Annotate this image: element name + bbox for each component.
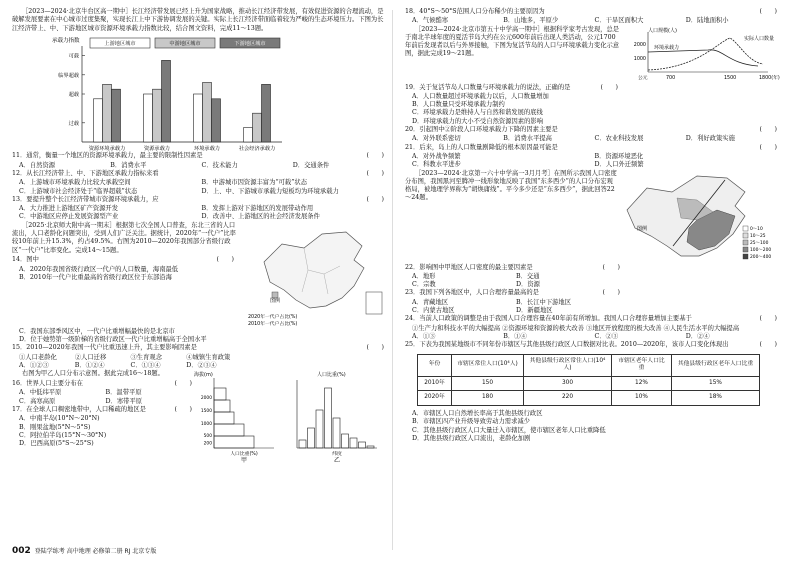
q17-option-a[interactable]: A．中南半岛(10°N～20°N) — [19, 415, 100, 423]
table-row — [418, 376, 760, 391]
q11-option-a[interactable]: A．自然资源 — [19, 161, 56, 169]
chart-a-y-tick: 1000 — [200, 422, 212, 428]
q18-option-c[interactable]: C．干旱区面积大 — [594, 17, 644, 25]
table-row — [418, 391, 760, 406]
q16-option-b[interactable]: B．温带平原 — [105, 389, 142, 397]
bar — [262, 85, 271, 143]
chart-b-bar — [350, 438, 357, 448]
question-25: 25．下表为我国某地级市不同年份市辖区与其他县级行政区人口数据对比表。2010—2020年，该市人口变化体现出 ( ) — [405, 341, 777, 349]
intro-14-15: ［2025·北京师大附中高一期末］根据第七次全国人口普查，东北三省的人口流出，人口老龄化问题突出，受到人们广泛关注。据统计，2020年“一代户”比率较10年前上升15.3%，约占49.5%。右图为2010—2020年我国部分省级行政区“一代户”比率变化。完成14～15题。 — [12, 221, 236, 254]
q14-option-a[interactable]: A．2020年我国省级行政区一代户的人口数量，海南最低 — [19, 265, 179, 273]
q19-option-c[interactable]: C．环境承载力是维持人与自然和谐发展的底线 — [412, 109, 543, 117]
intro-19-21: ［2023—2024·北京市第五十中学高一期中］根据科学家考古发现，总是于南北半球年度的夏活节岛大约在公元600年前后出现人类活动，公元1700年前后发现者以后与外界接触，下图为复活节岛的人口与环境承载力变化示意图，据此完成19～21题。 — [405, 25, 620, 58]
q23-option-a[interactable]: A．青藏地区 — [412, 298, 449, 306]
q24-option-d[interactable]: D．②④ — [685, 332, 710, 340]
chart-b-caption: 乙 — [333, 457, 341, 465]
question-12: 12．从长江经济带上、中、下游地区承载力指标来看 ( ) — [12, 169, 384, 177]
chart2-x-tick: 公元 — [638, 75, 648, 81]
table-cell: 300 — [524, 376, 612, 391]
chart2-y-tick: 1000 — [633, 56, 646, 62]
q15-option-b[interactable]: B．①②④ — [74, 361, 105, 369]
bar — [144, 94, 153, 142]
table-cell: 15% — [672, 376, 760, 391]
q20-option-a[interactable]: A．对外联系密切 — [412, 135, 461, 143]
q17-option-b[interactable]: B．刚果盆地(5°N～5°S) — [19, 423, 91, 431]
q25-option-c[interactable]: C．其他县级行政区人口大量迁入市辖区，使市辖区老年人口比重降低 — [412, 426, 606, 434]
y-tick-label: 过载 — [68, 121, 79, 128]
q18-option-d[interactable]: D．陆地面积小 — [685, 17, 729, 25]
legend-label: 下游地区城市 — [234, 41, 266, 48]
population-curve — [648, 38, 763, 70]
x-tick-label: 社会经济承载力 — [238, 146, 276, 153]
table-cell: 2010年 — [418, 376, 452, 391]
south-sea-inset — [366, 292, 382, 314]
question-21: 21．后来，岛上的人口数量剧降低的根本原因最可能是 ( ) — [405, 143, 777, 151]
question-18: 18．40°S～50°S范围人口分布稀少的主要原因为 ( ) — [405, 8, 777, 15]
map2-legend-label: 25～100 — [750, 240, 769, 246]
q21-option-b[interactable]: B．资源环境恶化 — [594, 152, 644, 160]
x-tick-label: 环境承载力 — [194, 146, 220, 153]
q22-option-a[interactable]: A．地形 — [412, 272, 436, 280]
map2-legend-label: 100～200 — [750, 247, 772, 253]
question-20: 20．引起图中②阶段人口环境承载力下降的因素主要是 ( ) — [405, 126, 777, 134]
chart-a-bar — [214, 436, 254, 448]
y-axis-title: 承载力指数 — [52, 38, 80, 45]
chart-a-xlabel: 人口比重(%) — [230, 452, 258, 458]
q19-option-b[interactable]: B．人口数量只受环境承载力制约 — [412, 101, 505, 109]
question-13: 13．要提升整个长江经济带城市资源环境承载力，应 ( ) — [12, 195, 384, 203]
q15-item-1: ①人口老龄化 — [19, 353, 57, 361]
question-11: 11．通常，衡量一个地区的资源环境承载力，最主要的限制性因素是 ( ) — [12, 152, 384, 160]
q23-option-b[interactable]: B．长江中下游地区 — [516, 298, 572, 306]
question-16: 16．世界人口主要分布在 ( ) — [12, 380, 192, 388]
legend-swatch — [743, 226, 748, 231]
resource-capacity-chart — [12, 34, 384, 152]
chart2-y-tick: 2000 — [633, 42, 646, 48]
q14-option-d[interactable]: D．位于她势第一级阶梯的省级行政区一代户比重增幅高于全国水平 — [19, 336, 207, 344]
page-number: 002 — [12, 546, 31, 557]
q16-option-d[interactable]: D．寒带平原 — [105, 397, 143, 405]
bar — [194, 94, 203, 142]
block-19-21 — [405, 25, 780, 84]
q21-option-c[interactable]: C．科教水平进步 — [412, 161, 461, 169]
chart-a-bar — [214, 388, 226, 400]
table-header-row — [418, 354, 760, 376]
map-legend-title: 图例 — [270, 297, 281, 304]
q15-item-3: ③生育观念 — [130, 353, 162, 361]
q18-option-a[interactable]: A．气候酷寒 — [412, 17, 449, 25]
chart-b-bar — [333, 418, 340, 448]
map-legend-2010: 2010年一代户占比(%) — [248, 321, 298, 327]
table-cell: 220 — [524, 391, 612, 406]
population-table — [417, 354, 760, 407]
q13-option-d[interactable]: D．改善中、上游地区的社会经济发展条件 — [201, 213, 320, 221]
q24-option-b[interactable]: B．①④ — [503, 332, 527, 340]
q15-option-d[interactable]: D．②③④ — [186, 361, 217, 369]
bar — [253, 114, 262, 143]
chart-a-bar — [214, 400, 230, 412]
q22-option-c[interactable]: C．宗教 — [412, 281, 436, 289]
table-header: 其他县级行政区老年人口比重 — [672, 354, 760, 376]
chart-b-ylabel: 人口比重(%) — [317, 372, 346, 379]
chart-a-bar — [214, 412, 234, 424]
legend-label: 中游地区城市 — [169, 41, 201, 48]
q12-option-d[interactable]: D．上、中、下游城市承载力短板均为环境承载力 — [201, 187, 339, 195]
capacity-curve — [648, 49, 758, 65]
legend-swatch — [743, 240, 748, 245]
legend-label: 上游地区城市 — [104, 41, 136, 48]
q13-option-b[interactable]: B．发挥上游对下游地区的发展带动作用 — [201, 205, 314, 213]
easter-island-chart — [620, 26, 780, 84]
table-cell: 12% — [612, 376, 672, 391]
q24-option-c[interactable]: C．②③ — [594, 332, 619, 340]
question-14: 14．图中 ( ) — [12, 256, 234, 264]
bar — [153, 90, 162, 143]
q18-option-b[interactable]: B．山地多，平原少 — [503, 17, 559, 25]
one-generation-map — [244, 222, 384, 328]
chart2-curve-label: 环境承载力 — [654, 44, 680, 51]
legend-swatch — [743, 254, 748, 259]
bar — [103, 85, 112, 143]
left-column — [12, 8, 384, 465]
y-tick-label: 可载 — [68, 53, 79, 60]
q13-option-c[interactable]: C．中游地区应停止发展资源型产业 — [19, 213, 119, 221]
q23-option-d[interactable]: D．新疆地区 — [516, 307, 553, 315]
map-legend-2020: 2020年一代户占比(%) — [248, 314, 298, 320]
chart-b-bar — [316, 410, 323, 448]
q11-options — [12, 162, 384, 170]
table-cell: 10% — [612, 391, 672, 406]
q20-option-d[interactable]: D．利好政策实施 — [685, 135, 735, 143]
chart-a-y-tick: 2000 — [200, 396, 212, 402]
x-tick-label: 资源承载力 — [144, 146, 170, 153]
chart-a-caption: 甲 — [240, 457, 248, 465]
population-distribution-charts — [192, 370, 382, 465]
intro-22-24: ［2023—2024·北京第一六十中学高一3月月考］在图所示我国人口密度分布图，我国黑河至腾冲一线形象地反映了我国“东多西少”的人口分布宏观格局，被地理学界称为“胡焕庸线”。平今多少还是“东多西少”，据此回答22～24题。 — [405, 169, 617, 202]
chart-a-y-tick: 200 — [203, 441, 212, 447]
q16-option-c[interactable]: C．高寒高原 — [19, 397, 56, 405]
population-density-map — [617, 170, 777, 264]
y-tick-label: 超载 — [68, 92, 79, 99]
y-tick-label: 临界超载 — [58, 73, 79, 80]
intro-11-13: ［2023—2024·北京牛台区高一期中］长江经济带发展已经上升为国家战略，推动长江经济带发展，有效促进资源的合理流动，是破解发展要素在中心城市过度集聚，实现长江上中下游协调发展的关键。实际上长江经济带面临着较为严峻的生态环境压力。下图为长江经济带上、中、下游地区城市资源环境承载力指数比较，结合图文资料，完成11～13题。 — [12, 8, 384, 32]
q19-option-a[interactable]: A．人口数量超过环境承载力以后，人口数量增加 — [412, 92, 549, 100]
question-22: 22．影响图中甲地区人口密度的最主要因素是 ( ) — [405, 263, 620, 271]
q14-option-b[interactable]: B．2010年一代户比重最高的省级行政区位于东部沿海 — [19, 274, 172, 282]
chart-b-bar — [359, 442, 366, 448]
chart-a-y-tick: 500 — [203, 434, 212, 440]
page-footer — [12, 546, 156, 558]
right-column — [405, 8, 780, 443]
q22-option-d[interactable]: D．资源 — [516, 281, 540, 289]
q15-option-c[interactable]: C．①③④ — [130, 361, 161, 369]
q20-option-b[interactable]: B．消费水平提高 — [503, 135, 552, 143]
q21-option-a[interactable]: A．对外战争频繁 — [412, 152, 461, 160]
q12-option-a[interactable]: A．上游城市环境承载力比较大承载空间 — [19, 179, 131, 187]
q15-option-a[interactable]: A．①②③ — [19, 361, 49, 369]
intro-16-18: 右图为甲乙人口分布示意图。据此完成16～18题。 — [22, 370, 164, 378]
map2-legend-label: 0～10 — [750, 226, 763, 232]
q11-option-b[interactable]: B．消费水平 — [110, 161, 147, 169]
china-outline — [264, 232, 364, 308]
chart-a-y-tick: 1500 — [200, 409, 212, 415]
question-23: 23．我国下列各地区中，人口合理容量最高的是 ( ) — [405, 289, 620, 297]
chart-a-bar — [214, 424, 244, 436]
bar — [212, 99, 221, 142]
block-14-15 — [12, 222, 384, 328]
map2-legend-label: 10～25 — [750, 233, 766, 239]
table-cell: 18% — [672, 391, 760, 406]
chart-b-bar — [325, 388, 332, 448]
table-cell: 180 — [452, 391, 524, 406]
q24-items: ①生产力和科技水平的大幅提高 ②资源环境和资源的极大改善 ③地区开放程度的极大改善 ④人民生活水平的大幅提高 — [412, 324, 740, 332]
legend-swatch — [743, 247, 748, 252]
table-cell: 150 — [452, 376, 524, 391]
chart2-x-tick: 1500 — [724, 75, 737, 81]
q11-option-c[interactable]: C．技术能力 — [201, 161, 238, 169]
q21-option-d[interactable]: D．人口外迁频繁 — [594, 161, 644, 169]
q24-option-a[interactable]: A．①③ — [412, 332, 436, 340]
q12-option-c[interactable]: C．上游城市社会经济处于“临界超载”状态 — [19, 187, 138, 195]
chart2-x-tick: 700 — [666, 75, 676, 81]
q15-item-4: ④城镇生育政策 — [186, 353, 231, 361]
table-header: 年份 — [418, 354, 452, 376]
table-header: 市辖区常住人口(10⁴人) — [452, 354, 524, 376]
chart-b-bar — [299, 440, 306, 448]
q25-option-a[interactable]: A．市辖区人口自然增长率高于其他县级行政区 — [412, 410, 543, 418]
bar — [94, 99, 103, 142]
q16-option-a[interactable]: A．中低纬平原 — [19, 389, 62, 397]
q17-option-c[interactable]: C．阿拉伯半岛(15°N～30°N) — [19, 431, 107, 439]
block-16-18 — [12, 370, 384, 465]
q25-option-b[interactable]: B．市辖区四产业升级导致劳动力需求减少 — [412, 418, 530, 426]
q19-option-d[interactable]: D．环境承载力的大小不受自然资源因素的影响 — [412, 117, 543, 125]
q25-option-d[interactable]: D．其他县级行政区人口流出，老龄化加剧 — [412, 434, 531, 442]
chart-a-ylabel: 海拔(m) — [194, 372, 213, 379]
chart-b-bar — [342, 434, 349, 448]
x-tick-label: 资源环境承载力 — [88, 146, 126, 153]
map2-legend-label: 200～400 — [750, 254, 772, 260]
question-24: 24．当前人口政策的调整是由于我国人口合理容量在40年前有所增加。我国人口合理容量增加主要基于 ( ) — [405, 315, 777, 323]
question-19: 19．关于复活节岛人口数量与环境承载力的说法，正确的是 ( ) — [405, 83, 618, 91]
bar — [244, 128, 253, 142]
chart2-ylabel: 人口规模(人) — [648, 27, 677, 34]
q11-option-d[interactable]: D．交通条件 — [292, 161, 330, 169]
question-17: 17．在全球人口稠密地带中，人口稀疏的地区是 ( ) — [12, 405, 192, 413]
question-15: 15．2010—2020年我国一代户比重迅速上升，其主要影响因素是 ( ) — [12, 344, 384, 352]
q14-option-c[interactable]: C．我国东部季风区中，一代户比重增幅最快的是北京市 — [19, 327, 175, 335]
bar — [162, 61, 171, 143]
map2-legend-title: 图例 — [637, 225, 648, 232]
bar — [112, 90, 121, 143]
q22-option-b[interactable]: B．交通 — [516, 272, 540, 280]
chart2-legend: 实际人口数量 — [744, 35, 775, 42]
legend-swatch — [743, 233, 748, 238]
chart-b-bar — [308, 428, 315, 448]
q20-option-c[interactable]: C．农业科技发展 — [594, 135, 644, 143]
block-22-24 — [405, 170, 777, 264]
q17-option-d[interactable]: D．巴西高原(5°S～25°S) — [19, 440, 94, 448]
chart-b-bar — [367, 446, 374, 448]
table-cell: 2020年 — [418, 391, 452, 406]
page-fold — [392, 10, 393, 550]
table-header: 市辖区老年人口比重 — [612, 354, 672, 376]
chart-b-xlabel: 纬度 — [332, 452, 342, 458]
chart2-x-tick: 1800(年) — [759, 75, 780, 81]
q12-option-b[interactable]: B．中游城市因资源丰富为“可载”状态 — [201, 179, 308, 187]
table-header: 其他县级行政区常住人口(10⁴人) — [524, 354, 612, 376]
footer-text: 登陆学练考 高中地理 必修第二册 RJ 北京专版 — [34, 548, 157, 556]
q13-option-a[interactable]: A．大力推进上游地区矿产资源开发 — [19, 205, 119, 213]
q23-option-c[interactable]: C．内蒙古地区 — [412, 307, 455, 315]
q15-item-2: ②人口迁移 — [74, 353, 107, 361]
bar — [203, 83, 212, 143]
